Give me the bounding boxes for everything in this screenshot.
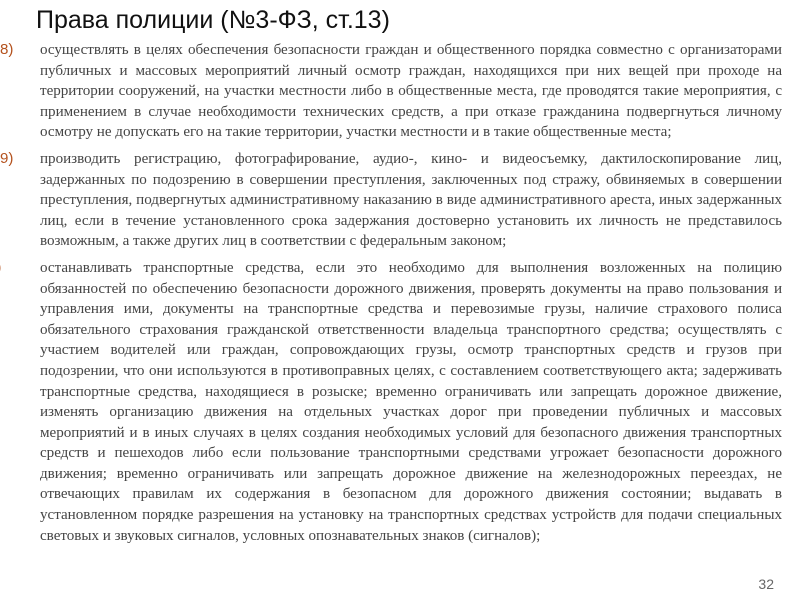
rights-list	[0, 40, 782, 552]
item-number	[0, 258, 1, 279]
item-text: производить регистрацию, фотографирование, аудио-, кино- и видеосъемку, дактилоскопирование лиц, задержанных по подозрению в совершении преступления, заключенных под стражу, обвиняемых в совершении преступления, подвергнутых административному наказанию в виде административного ареста, иных задержанных лиц, если в течение установленного срока задержания достоверно установить их личность не представилось возможным, а также других лиц в соответствии с федеральным законом;	[40, 150, 782, 250]
list-item	[0, 258, 782, 546]
list-item	[0, 40, 782, 143]
item-number: 8)	[0, 41, 14, 58]
list-item	[0, 149, 782, 252]
item-number: 9)	[0, 149, 14, 167]
item-text: осуществлять в целях обеспечения безопасности граждан и общественного порядка совместно с организаторами публичных и массовых мероприятий личный осмотр граждан, находящихся при них вещей при проходе на территории сооружений, на участки местности либо в общественные места, где проводятся такие мероприятия, с применением в случае необходимости технических средств, а при отказе гражданина подвергнуться личному осмотру не допускать его на такие территории, участки местности и в такие общественные места;	[40, 42, 782, 141]
page-number: 32	[758, 576, 774, 592]
slide-title: Права полиции (№3-ФЗ, ст.13)	[36, 6, 390, 34]
item-text: останавливать транспортные средства, если это необходимо для выполнения возложенных на полицию обязанностей по обеспечению безопасности дорожного движения, проверять документы на право пользования и управления ими, документы на транспортные средства и перевозимые грузы, наличие страхового полиса обязательного страхования гражданской ответственности владельца транспортного средства; осуществлять с участием водителей или граждан, сопровождающих грузы, осмотр транспортных средств и грузов при подозрении, что они используются в противоправных целях, с составлением соответствующего акта; задерживать транспортные средства, находящиеся в розыске; временно ограничивать или запрещать дорожное движение, изменять организацию движения на отдельных участках дорог при проведении публичных и массовых мероприятий и в иных случаях в целях создания необходимых условий для безопасного движения транспортных средств и пешеходов либо если пользование транспортными средствами угрожает безопасности дорожного движения; временно ограничивать или запрещать дорожное движение на железнодорожных переездах, не отвечающих правилам их содержания в безопасном для дорожного движения состоянии; выдавать в установленном порядке разрешения на установку на транспортных средствах устройств для подачи специальных световых и звуковых сигналов, условных опознавательных знаков (сигналов);	[40, 259, 782, 544]
